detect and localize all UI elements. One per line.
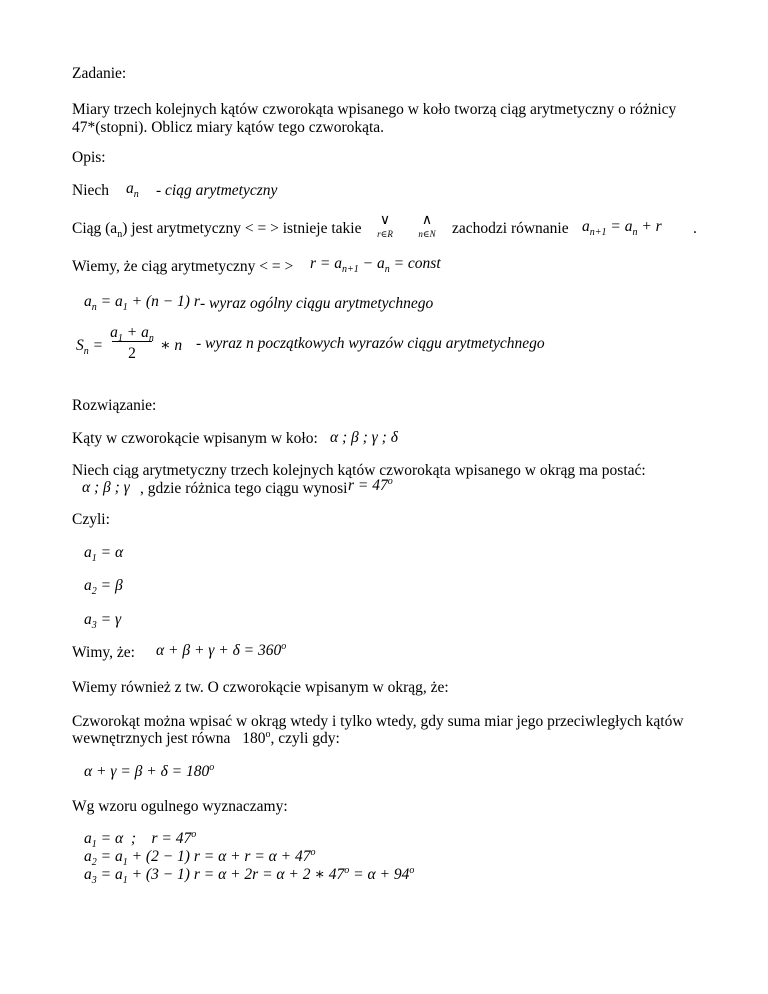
calc-line-3: $a_3 = a_1 + (3 - 1) r = \alpha + 2r = \alpha + 2$ ∗ $47^o = \alpha + 94^o$ [84, 864, 415, 887]
niech-description: - ciąg arytmetyczny [156, 182, 278, 199]
an-symbol: $a_n$ [126, 180, 139, 201]
sum-tail: ∗ n [160, 337, 183, 354]
task-text-line-1: Miary trzech kolejnych kątów czworokąta wpisanego w koło tworzą ciąg arytmetyczny o różnicy [72, 101, 677, 118]
wimy-text: Wimy, że: [72, 644, 135, 661]
a2-equation: $a_2 = \beta$ [84, 577, 123, 598]
exists-quantifier-icon: ∨ r∈R [377, 213, 393, 239]
niech-ciag-line-1: Niech ciąg arytmetyczny trzech kolejnych kątów czworokąta wpisanego w okrąg ma postać: [72, 462, 646, 479]
difference-formula: $r = a_{n+1} - a_n$ = const [310, 255, 441, 276]
theorem-line-1: Czworokąt można wpisać w okrąg wtedy i tylko wtedy, gdy suma miar jego przeciwległych kątów [72, 713, 684, 730]
a3-equation: $a_3 = \gamma$ [84, 611, 122, 632]
definition-end: . [693, 220, 697, 237]
sum-denominator: 2 [128, 345, 136, 362]
wiemy-text: Wiemy, że ciąg arytmetyczny < = > [72, 258, 294, 275]
wiemy-rowniez-text: Wiemy również z tw. O czworokącie wpisanym w okrąg, że: [72, 679, 449, 696]
general-term-description: - wyraz ogólny ciągu arytmetychnego [200, 295, 434, 312]
general-term-formula: $a_n = a_1 + (n - 1)$ r [84, 293, 200, 314]
definition-suffix: zachodzi równanie [452, 220, 569, 237]
task-heading: Zadanie: [72, 65, 127, 82]
niech-ciag-formula: α ; β ; γ [82, 479, 130, 496]
definition-line: Ciąg $(a_n)$ jest arytmetyczny < = > istnieje takie [72, 220, 362, 241]
wg-wzoru-text: Wg wzoru ogulnego wyznaczamy: [72, 798, 288, 815]
theorem-line-2: wewnętrznych jest równa 180$^o$, czyli gdy: [72, 728, 340, 747]
calc-line-2: $a_2 = a_1 + (2 - 1) r = \alpha + r = \alpha + 47^o$ [84, 846, 316, 869]
difference-value: $r = 47^o$ [348, 475, 393, 494]
sum-fraction-bar [112, 341, 152, 342]
sum-lhs: $S_n$ = [76, 337, 104, 358]
niech-label: Niech [72, 182, 110, 199]
niech-ciag-mid: , gdzie różnica tego ciągu wynosi [140, 480, 348, 497]
opis-heading: Opis: [72, 149, 106, 166]
calc-line-1: $a_1 = \alpha$ ; $r = 47^o$ [84, 828, 197, 851]
rozwiazanie-heading: Rozwiązanie: [72, 397, 157, 414]
czyli-heading: Czyli: [72, 511, 110, 528]
forall-quantifier-icon: ∧ n∈N [418, 213, 436, 239]
task-text-line-2: 47*(stopni). Oblicz miary kątów tego czworokąta. [72, 119, 385, 136]
sum-numerator: $a_1 + a_n$ [110, 324, 154, 345]
a1-equation: $a_1 = \alpha$ [84, 544, 124, 565]
recurrence-formula: $a_{n+1} = a_n + r$ [582, 218, 662, 239]
angles-formula: α ; β ; γ ; δ [330, 429, 398, 446]
sum-description: - wyraz n początkowych wyrazów ciągu arytmetychnego [196, 335, 545, 352]
angle-sum-equation: $\alpha + \beta + \gamma + \delta = 360^o$ [156, 640, 287, 659]
katy-text: Kąty w czworokącie wpisanym w koło: [72, 430, 318, 447]
opposite-angles-equation: $\alpha + \gamma = \beta + \delta = 180^o$ [84, 761, 215, 780]
